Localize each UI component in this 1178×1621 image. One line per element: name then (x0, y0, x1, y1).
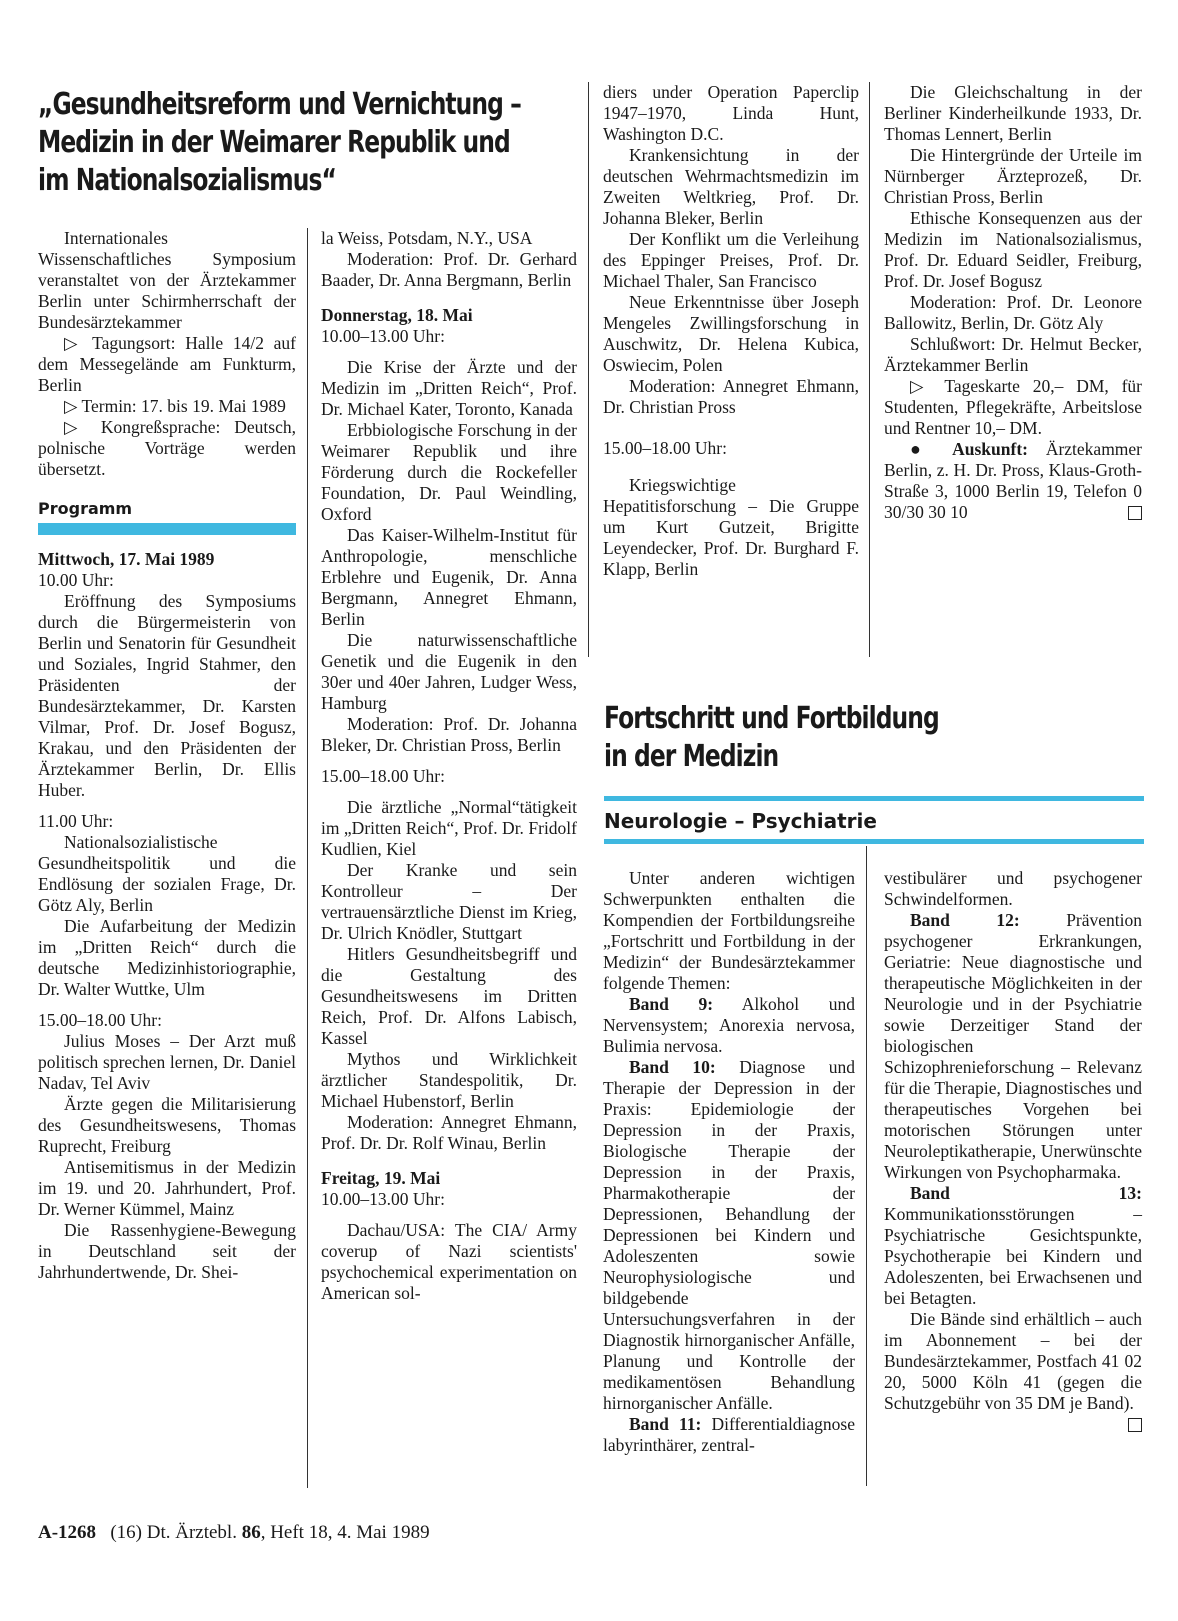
time-label: 15.00–18.00 Uhr: (603, 438, 727, 458)
time-label: 15.00–18.00 Uhr: (38, 1010, 162, 1030)
band9-label: Band 9: (629, 994, 714, 1014)
article-headline (38, 86, 578, 200)
page-footer (38, 1522, 430, 1544)
language-text: ▷ Kongreßsprache: Deutsch, polnische Vorträge werden übersetzt. (38, 417, 296, 479)
availability-text (884, 1309, 1142, 1414)
column-2 (321, 228, 577, 1304)
program-item: diers under Operation Paperclip 1947–1970, Linda Hunt, Washington D.C. (603, 82, 859, 144)
band11-text: Differentialdiagnose labyrinthärer, zentral- (603, 1414, 856, 1455)
headline-line-1: „Gesundheitsreform und Vernichtung – (38, 87, 521, 122)
article2-column-a (603, 868, 855, 1456)
program-item: Die Krise der Ärzte und der Medizin im „Dritten Reich“, Prof. Dr. Michael Kater, Toronto, Kanada (321, 357, 577, 419)
moderation-text: Moderation: Prof. Dr. Gerhard Baader, Dr. Anna Bergmann, Berlin (321, 249, 577, 290)
program-item: Hitlers Gesundheitsbegriff und die Gestaltung des Gesundheitswesens im Dritten Reich, Prof. Dr. Alfons Labisch, Kassel (321, 944, 577, 1048)
time-label: 10.00 Uhr: (38, 570, 114, 590)
bullet-icon: ● (910, 439, 935, 459)
program-item: Eröffnung des Symposiums durch die Bürgermeisterin von Berlin und Senatorin für Gesundheit und Soziales, Ingrid Stahmer, den Präsidenten der Bundesärztekammer, Dr. Karsten Vilmar, Prof. Dr. Josef Bogusz, Krakau, und den Präsidenten der Ärztekammer Berlin, Dr. Ellis Huber. (38, 591, 296, 800)
band10-item (603, 1057, 855, 1414)
band9-text: Alkohol und Nervensystem; Anorexia nervosa, Bulimia nervosa. (603, 994, 855, 1056)
band12-text: Prävention psychogener Erkrankungen, Geriatrie: Neue diagnostische und therapeutische Möglichkeiten in der Neurologie und in der Psychiatrie sowie Derzeitiger Stand der biologischen Schizophrenieforschung – Relevanz für die Therapie, Diagnostisches und therapeutisches Vorgehen bei motorischen Störungen unter Neuroleptikatherapie, Unerwünschte Wirkungen von Psychopharmaka. (884, 910, 1143, 1182)
venue-text: ▷ Tagungsort: Halle 14/2 auf dem Messegelände am Funkturm, Berlin (38, 333, 296, 395)
column-4 (884, 82, 1142, 523)
column-rule (307, 228, 308, 1488)
program-item: Ärzte gegen die Militarisierung des Gesundheitswesens, Thomas Ruprecht, Freiburg (38, 1094, 296, 1156)
program-item: la Weiss, Potsdam, N.Y., USA (321, 228, 533, 248)
band12-label: Band 12: (910, 910, 1020, 930)
column-rule (588, 82, 589, 657)
program-item: Die naturwissenschaftliche Genetik und die Eugenik in den 30er und 40er Jahren, Ludger Wess, Hamburg (321, 630, 577, 713)
program-item: Ethische Konsequenzen aus der Medizin im Nationalsozialismus, Prof. Dr. Eduard Seidler, Freiburg, Prof. Dr. Josef Bogusz (884, 208, 1142, 291)
page-code: A-1268 (38, 1522, 97, 1543)
band11-continued: vestibulärer und psychogener Schwindelformen. (884, 868, 1142, 909)
date-text: ▷ Termin: 17. bis 19. Mai 1989 (64, 396, 286, 416)
auskunft-label: Auskunft: (952, 439, 1028, 459)
column-1 (38, 228, 296, 1283)
moderation-text: Moderation: Prof. Dr. Leonore Ballowitz, Berlin, Dr. Götz Aly (884, 292, 1142, 333)
day-heading: Freitag, 19. Mai (321, 1168, 441, 1188)
program-item: Kriegswichtige Hepatitisforschung – Die Gruppe um Kurt Gutzeit, Brigitte Leyendecker, Prof. Dr. Burghard F. Klapp, Berlin (603, 475, 859, 579)
program-item: Julius Moses – Der Arzt muß politisch sprechen lernen, Dr. Daniel Nadav, Tel Aviv (38, 1031, 296, 1093)
program-item: Krankensichtung in der deutschen Wehrmachtsmedizin im Zweiten Weltkrieg, Prof. Dr. Johanna Bleker, Berlin (603, 145, 859, 228)
program-item: Die Gleichschaltung in der Berliner Kinderheilkunde 1933, Dr. Thomas Lennert, Berlin (884, 82, 1142, 144)
time-label: 11.00 Uhr: (38, 811, 114, 831)
end-of-article-icon (1128, 1418, 1142, 1432)
contact-text: Ärztekammer Berlin, z. H. Dr. Pross, Klaus-Groth-Straße 3, 1000 Berlin 19, Telefon 0 30/30 30 10 (884, 439, 1143, 522)
citation-suffix: , Heft 18, 4. Mai 1989 (260, 1522, 430, 1543)
column-rule (866, 846, 867, 1486)
moderation-text: Moderation: Annegret Ehmann, Dr. Christian Pross (603, 376, 859, 417)
contact-info (884, 439, 1142, 523)
article2-subhead-block (604, 796, 1144, 844)
program-item: Die Rassenhygiene-Bewegung in Deutschland seit der Jahrhundertwende, Dr. Shei- (38, 1220, 296, 1282)
band9-item (603, 994, 855, 1057)
program-item: Neue Erkenntnisse über Joseph Mengeles Zwillingsforschung in Auschwitz, Dr. Helena Kubica, Oswiecim, Polen (603, 292, 859, 375)
program-item: Dachau/USA: The CIA/ Army coverup of Nazi scientists' psychochemical experimentation on American sol- (321, 1220, 577, 1303)
citation-prefix: (16) Dt. Ärztebl. (110, 1522, 237, 1543)
column-rule (869, 82, 870, 657)
closing-remarks: Schlußwort: Dr. Helmut Becker, Ärztekammer Berlin (884, 334, 1142, 375)
program-item: Der Kranke und sein Kontrolleur – Der vertrauensärztliche Dienst im Krieg, Dr. Ulrich Knödler, Stuttgart (321, 860, 577, 943)
volume-number: 86 (241, 1522, 261, 1543)
band10-label: Band 10: (629, 1057, 716, 1077)
time-label: 15.00–18.00 Uhr: (321, 766, 445, 786)
band11-label: Band 11: (629, 1414, 702, 1434)
headline-line-3: im Nationalsozialismus“ (38, 163, 336, 198)
availability-body: Die Bände sind erhältlich – auch im Abonnement – bei der Bundesärztekammer, Postfach 41 02 20, 5000 Köln 41 (gegen die Schutzgebühr von 35 DM je Band). (884, 1309, 1142, 1413)
band13-label: Band 13: (910, 1183, 1142, 1203)
article2-headline (604, 700, 1041, 776)
headline2-line-1: Fortschritt und Fortbildung (604, 701, 939, 736)
program-item: Der Konflikt um die Verleihung des Eppinger Preises, Prof. Dr. Michael Thaler, San Francisco (603, 229, 859, 291)
article2-column-b (884, 868, 1142, 1432)
column-3 (603, 82, 859, 580)
band10-text: Diagnose und Therapie der Depression in der Praxis: Epidemiologie der Depression in der Praxis, Biologische Therapie der Depression in der Praxis, Pharmakotherapie der Depressionen, Behandlung der Depressionen bei Kindern und Adoleszenten sowie Neurophysiologische und bildgebende Untersuchungsverfahren in der Diagnostik hirnorganischer Anfälle, Planung und Kontrolle der medikamentösen Behandlung hirnorganischer Anfälle. (603, 1057, 856, 1413)
time-label: 10.00–13.00 Uhr: (321, 1189, 445, 1209)
headline-line-2: Medizin in der Weimarer Republik und (38, 125, 510, 160)
accent-line-bottom (604, 839, 1144, 844)
band12-item (884, 910, 1142, 1183)
program-item: Die ärztliche „Normal“tätigkeit im „Dritten Reich“, Prof. Dr. Fridolf Kudlien, Kiel (321, 797, 577, 859)
accent-bar (38, 523, 296, 535)
program-item: Die Hintergründe der Urteile im Nürnberger Ärzteprozeß, Dr. Christian Pross, Berlin (884, 145, 1142, 207)
program-item: Das Kaiser-Wilhelm-Institut für Anthropologie, menschliche Erblehre und Eugenik, Dr. Anna Bergmann, Annegret Ehmann, Berlin (321, 525, 577, 629)
day-heading: Mittwoch, 17. Mai 1989 (38, 549, 215, 569)
program-item: Nationalsozialistische Gesundheitspolitik und die Endlösung der sozialen Frage, Dr. Götz Aly, Berlin (38, 832, 296, 915)
program-item: Mythos und Wirklichkeit ärztlicher Standespolitik, Dr. Michael Hubenstorf, Berlin (321, 1049, 577, 1111)
ticket-info: ▷ Tageskarte 20,– DM, für Studenten, Pflegekräfte, Arbeitslose und Rentner 10,– DM. (884, 376, 1142, 438)
moderation-text: Moderation: Prof. Dr. Johanna Bleker, Dr. Christian Pross, Berlin (321, 714, 577, 755)
article2-subhead: Neurologie – Psychiatrie (604, 809, 877, 833)
time-label: 10.00–13.00 Uhr: (321, 326, 445, 346)
program-item: Erbbiologische Forschung in der Weimarer Republik und ihre Förderung durch die Rockefeller Foundation, Dr. Paul Weindling, Oxford (321, 420, 577, 524)
programm-section-label: Programm (38, 498, 296, 535)
headline2-line-2: in der Medizin (604, 739, 779, 774)
day-heading: Donnerstag, 18. Mai (321, 305, 473, 325)
end-of-article-icon (1128, 506, 1142, 520)
moderation-text: Moderation: Annegret Ehmann, Prof. Dr. Dr. Rolf Winau, Berlin (321, 1112, 577, 1153)
article2-intro: Unter anderen wichtigen Schwerpunkten enthalten die Kompendien der Fortbildungsreihe „Fortschritt und Fortbildung in der Medizin“ der Bundesärztekammer folgende Themen: (603, 868, 855, 993)
program-item: Antisemitismus in der Medizin im 19. und 20. Jahrhundert, Prof. Dr. Werner Kümmel, Mainz (38, 1157, 296, 1219)
program-item: Die Aufarbeitung der Medizin im „Dritten Reich“ durch die deutsche Medizinhistoriographie, Dr. Walter Wuttke, Ulm (38, 916, 296, 999)
intro-text: Internationales Wissenschaftliches Symposium veranstaltet von der Ärztekammer Berlin unter Schirmherrschaft der Bundesärztekammer (38, 228, 296, 332)
band13-item (884, 1183, 1142, 1309)
band13-text: Kommunikationsstörungen – Psychiatrische Gesichtspunkte, Psychotherapie bei Kindern und Adoleszenten, bei Erwachsenen und bei Betagten. (884, 1204, 1142, 1308)
band11-item (603, 1414, 855, 1456)
